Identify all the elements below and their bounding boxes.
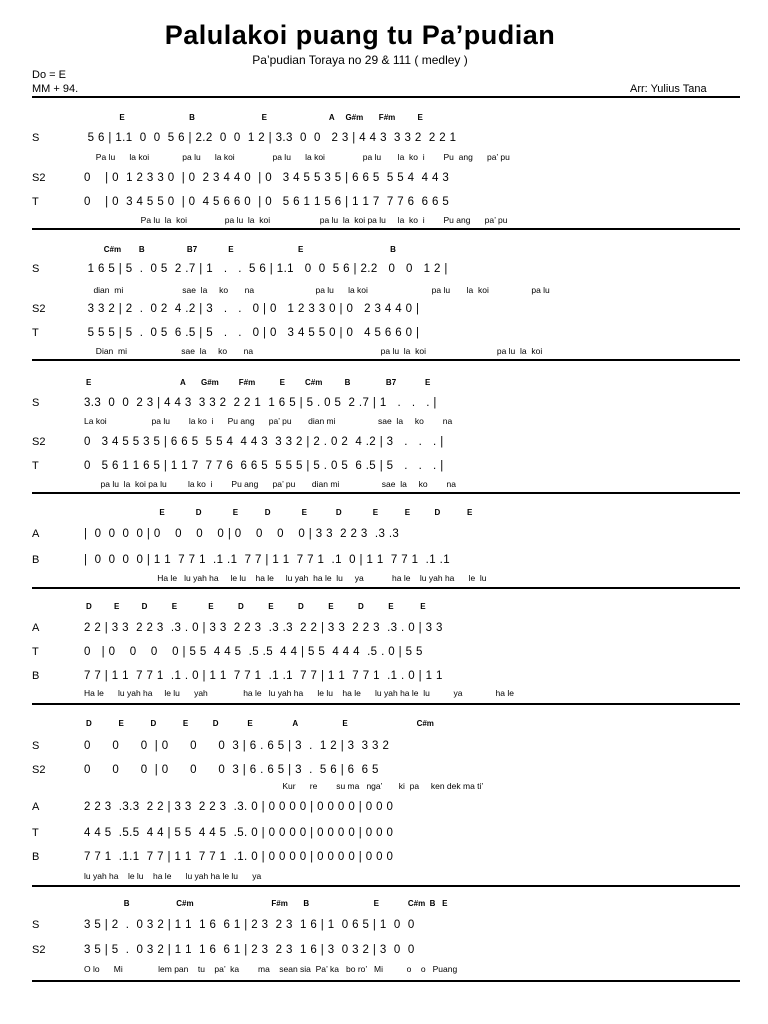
voice-part-label: S2: [32, 303, 46, 315]
system-divider: [32, 359, 740, 361]
system-divider: [32, 228, 740, 230]
system-divider: [32, 587, 740, 589]
voice-part-label: T: [32, 327, 39, 339]
system-divider: [32, 96, 740, 98]
lyrics-line: Kur re su ma nga’ ki pa ken dek ma ti’: [84, 781, 484, 791]
voice-part-label: T: [32, 460, 39, 472]
voice-part-label: S: [32, 919, 40, 931]
lyrics-line: Dian mi sae la ko na pa lu la koi pa lu la koi: [84, 346, 543, 356]
notation-line: | 0 0 0 0 | 0 0 0 0 | 0 0 0 0 | 3 3 2 2 3 .3 .3: [84, 528, 400, 540]
voice-part-label: S2: [32, 944, 46, 956]
notation-line: 7 7 | 1 1 7 7 1 .1 . 0 | 1 1 7 7 1 .1 .1 7 7 | 1 1 7 7 1 .1 . 0 | 1 1: [84, 670, 443, 682]
voice-part-label: S2: [32, 764, 46, 776]
arranger-credit: Arr: Yulius Tana: [630, 83, 707, 95]
chord-symbols-line: D E D E D E A E C#m: [86, 719, 434, 728]
voice-part-label: S2: [32, 436, 46, 448]
system-divider: [32, 980, 740, 982]
lyrics-line: O lo Mi lem pan tu pa’ ka ma sean sia Pa’ ka bo ro’ Mi o o Puang: [84, 964, 458, 974]
tempo-marking: MM + 94.: [32, 83, 79, 95]
lyrics-line: dian mi sae la ko na pa lu la koi pa lu la koi pa lu: [84, 285, 550, 295]
lyrics-line: Pa lu la koi pa lu la koi pa lu la koi pa lu la ko i Pu ang pa’ pu: [84, 215, 508, 225]
voice-part-label: T: [32, 827, 39, 839]
voice-part-label: S: [32, 397, 40, 409]
voice-part-label: S: [32, 740, 40, 752]
notation-line: 3.3 0 0 2 3 | 4 4 3 3 3 2 2 2 1 1 6 5 | 5 . 0 5 2 .7 | 1 . . . |: [84, 397, 437, 409]
chord-symbols-line: E D E D E D E E D E: [86, 508, 473, 517]
notation-line: 5 6 | 1.1 0 0 5 6 | 2.2 0 0 1 2 | 3.3 0 0 2 3 | 4 4 3 3 3 2 2 2 1: [84, 132, 457, 144]
voice-part-label: T: [32, 646, 39, 658]
voice-part-label: S: [32, 263, 40, 275]
notation-line: 0 0 0 | 0 0 0 3 | 6 . 6 5 | 3 . 5 6 | 6 6 5: [84, 764, 379, 776]
key-signature: Do = E: [32, 69, 66, 81]
notation-line: 0 | 0 3 4 5 5 0 | 0 4 5 6 6 0 | 0 5 6 1 1 5 6 | 1 1 7 7 7 6 6 6 5: [84, 196, 450, 208]
notation-line: 3 5 | 5 . 0 3 2 | 1 1 1 6 6 1 | 2 3 2 3 1 6 | 3 0 3 2 | 3 0 0: [84, 944, 415, 956]
notation-line: 0 0 0 | 0 0 0 3 | 6 . 6 5 | 3 . 1 2 | 3 3 3 2: [84, 740, 390, 752]
lyrics-line: Ha le lu yah ha le lu yah ha le lu yah ha le lu ha le lu yah ha le lu ya ha le: [84, 688, 514, 698]
notation-line: 1 6 5 | 5 . 0 5 2 .7 | 1 . . 5 6 | 1.1 0 0 5 6 | 2.2 0 0 1 2 |: [84, 263, 448, 275]
notation-line: 7 7 1 .1.1 7 7 | 1 1 7 7 1 .1. 0 | 0 0 0 0 | 0 0 0 0 | 0 0 0: [84, 851, 394, 863]
notation-line: 0 5 6 1 1 6 5 | 1 1 7 7 7 6 6 6 5 5 5 5 | 5 . 0 5 6 .5 | 5 . . . |: [84, 460, 444, 472]
notation-line: 0 | 0 0 0 0 | 5 5 4 4 5 .5 .5 4 4 | 5 5 4 4 4 .5 . 0 | 5 5: [84, 646, 423, 658]
notation-line: 3 3 2 | 2 . 0 2 4 .2 | 3 . . 0 | 0 1 2 3 3 0 | 0 2 3 4 4 0 |: [84, 303, 420, 315]
system-divider: [32, 703, 740, 705]
notation-line: 2 2 3 .3.3 2 2 | 3 3 2 2 3 .3. 0 | 0 0 0 0 | 0 0 0 0 | 0 0 0: [84, 801, 394, 813]
system-divider: [32, 885, 740, 887]
voice-part-label: B: [32, 554, 40, 566]
chord-symbols-line: E A G#m F#m E C#m B B7 E: [86, 378, 431, 387]
notation-line: 0 3 4 5 5 3 5 | 6 6 5 5 5 4 4 4 3 3 3 2 | 2 . 0 2 4 .2 | 3 . . . |: [84, 436, 444, 448]
notation-line: 2 2 | 3 3 2 2 3 .3 . 0 | 3 3 2 2 3 .3 .3 2 2 | 3 3 2 2 3 .3 . 0 | 3 3: [84, 622, 443, 634]
lyrics-line: lu yah ha le lu ha le lu yah ha le lu ya: [84, 871, 262, 881]
voice-part-label: S: [32, 132, 40, 144]
voice-part-label: A: [32, 622, 40, 634]
lyrics-line: Ha le lu yah ha le lu ha le lu yah ha le lu ya ha le lu yah ha le lu: [84, 573, 487, 583]
voice-part-label: S2: [32, 172, 46, 184]
lyrics-line: La koi pa lu la ko i Pu ang pa’ pu dian mi sae la ko na: [84, 416, 453, 426]
chord-symbols-line: D E D E E D E D E D E E: [86, 602, 426, 611]
voice-part-label: B: [32, 851, 40, 863]
notation-line: 3 5 | 2 . 0 3 2 | 1 1 1 6 6 1 | 2 3 2 3 1 6 | 1 0 6 5 | 1 0 0: [84, 919, 415, 931]
voice-part-label: T: [32, 196, 39, 208]
song-title: Palulakoi puang tu Pa’pudian: [164, 20, 556, 50]
notation-line: | 0 0 0 0 | 1 1 7 7 1 .1 .1 7 7 | 1 1 7 7 1 .1 0 | 1 1 7 7 1 .1 .1: [84, 554, 451, 566]
voice-part-label: A: [32, 528, 40, 540]
lyrics-line: pa lu la koi pa lu la ko i Pu ang pa’ pu dian mi sae la ko na: [84, 479, 456, 489]
voice-part-label: B: [32, 670, 40, 682]
lyrics-line: Pa lu la koi pa lu la koi pa lu la koi pa lu la ko i Pu ang pa’ pu: [84, 152, 510, 162]
system-divider: [32, 492, 740, 494]
chord-symbols-line: E B E A G#m F#m E: [86, 113, 423, 122]
chord-symbols-line: C#m B B7 E E B: [86, 245, 396, 254]
notation-line: 0 | 0 1 2 3 3 0 | 0 2 3 4 4 0 | 0 3 4 5 5 3 5 | 6 6 5 5 5 4 4 4 3: [84, 172, 450, 184]
notation-line: 4 4 5 .5.5 4 4 | 5 5 4 4 5 .5. 0 | 0 0 0 0 | 0 0 0 0 | 0 0 0: [84, 827, 394, 839]
notation-line: 5 5 5 | 5 . 0 5 6 .5 | 5 . . 0 | 0 3 4 5 5 0 | 0 4 5 6 6 0 |: [84, 327, 420, 339]
song-subtitle: Pa’pudian Toraya no 29 & 111 ( medley ): [252, 53, 468, 67]
chord-symbols-line: B C#m F#m B E C#m B E: [86, 899, 448, 908]
voice-part-label: A: [32, 801, 40, 813]
